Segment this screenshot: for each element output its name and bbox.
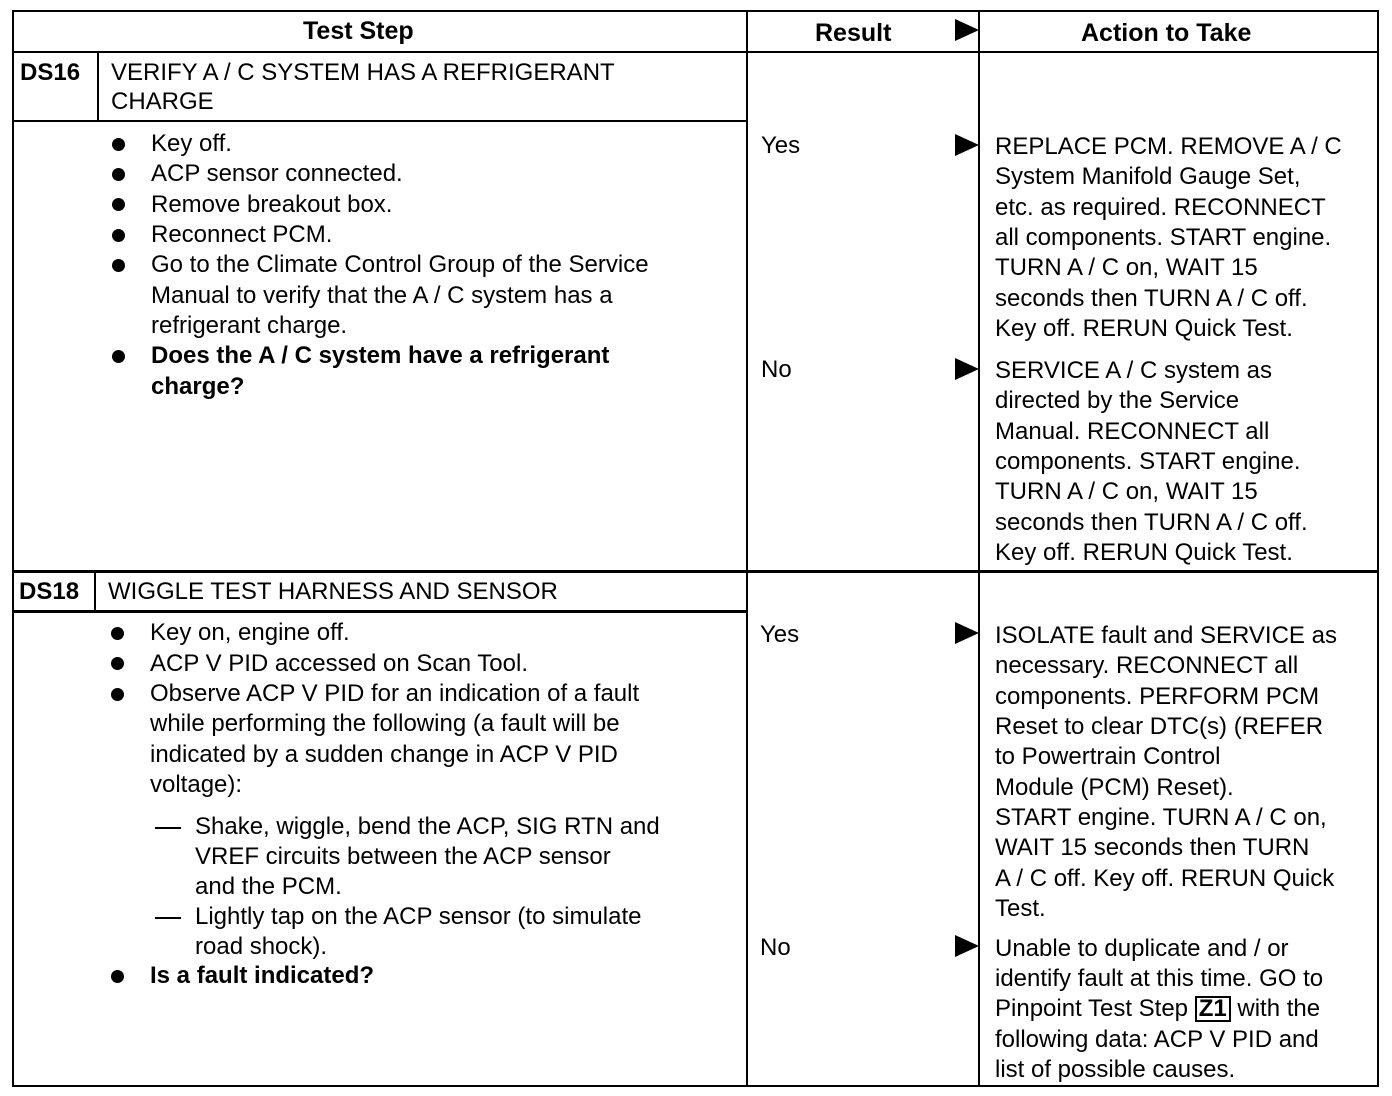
header-divider bbox=[12, 51, 1379, 53]
ds18-question: Is a fault indicated? bbox=[150, 962, 375, 989]
ds18-yes-action-line: components. PERFORM PCM bbox=[995, 683, 1320, 710]
ds16-yes-action-line: REPLACE PCM. REMOVE A / C bbox=[995, 133, 1342, 160]
ds16-step-line: refrigerant charge. bbox=[151, 312, 348, 339]
ds18-step-code: DS18 bbox=[19, 578, 80, 605]
ds16-yes-action-line: System Manifold Gauge Set, bbox=[995, 163, 1301, 190]
ds18-substep-line: Shake, wiggle, bend the ACP, SIG RTN and bbox=[195, 813, 660, 840]
bullet-icon bbox=[112, 259, 125, 272]
ds18-no-action-line: list of possible causes. bbox=[995, 1056, 1236, 1083]
ds16-step-line: Reconnect PCM. bbox=[151, 221, 333, 248]
bullet-icon bbox=[112, 168, 125, 181]
bullet-icon bbox=[112, 198, 125, 211]
table-left-border bbox=[12, 10, 14, 1087]
ds16-question-line: Does the A / C system have a refrigerant bbox=[151, 342, 610, 369]
ds18-step-line: indicated by a sudden change in ACP V PID bbox=[150, 741, 618, 768]
ds18-yes-action-line: to Powertrain Control bbox=[995, 743, 1221, 770]
header-result: Result bbox=[815, 19, 892, 47]
ds16-step-line: Key off. bbox=[151, 130, 232, 157]
header-test-step: Test Step bbox=[303, 17, 414, 45]
ds16-title-underline bbox=[12, 120, 748, 122]
ds16-yes-action-line: TURN A / C on, WAIT 15 bbox=[995, 254, 1258, 281]
ds18-no-action-pinpoint-line bbox=[995, 994, 1320, 1024]
ds16-yes-action-line: Key off. RERUN Quick Test. bbox=[995, 315, 1293, 342]
ds18-result-no: No bbox=[760, 934, 791, 961]
ds18-yes-action-line: A / C off. Key off. RERUN Quick bbox=[995, 865, 1335, 892]
ds16-no-action-line: Key off. RERUN Quick Test. bbox=[995, 539, 1293, 566]
ds16-step-line: Remove breakout box. bbox=[151, 191, 393, 218]
bullet-icon bbox=[112, 229, 125, 242]
header-arrow-icon bbox=[955, 19, 979, 41]
table-right-border bbox=[1377, 10, 1379, 1087]
ds16-step-code: DS16 bbox=[20, 59, 81, 86]
ds16-no-action-line: SERVICE A / C system as bbox=[995, 357, 1272, 384]
ds18-no-action-line: identify fault at this time. GO to bbox=[995, 965, 1324, 992]
ds18-no-action-line: following data: ACP V PID and bbox=[995, 1026, 1319, 1053]
ds18-yes-action-line: WAIT 15 seconds then TURN bbox=[995, 834, 1310, 861]
ds16-no-action-line: TURN A / C on, WAIT 15 bbox=[995, 478, 1258, 505]
ds18-step-line: voltage): bbox=[150, 771, 243, 798]
ds16-question-line: charge? bbox=[151, 373, 245, 400]
ds16-result-no: No bbox=[761, 356, 792, 383]
column-divider-result bbox=[746, 10, 748, 1087]
table-top-border bbox=[12, 10, 1379, 12]
pinpoint-step-ref[interactable]: Z1 bbox=[1195, 996, 1231, 1022]
ds16-title-line-1: VERIFY A / C SYSTEM HAS A REFRIGERANT bbox=[111, 59, 615, 86]
ds18-no-action-pinpoint-text: Pinpoint Test Step bbox=[995, 995, 1189, 1022]
ds16-yes-action-line: all components. START engine. bbox=[995, 224, 1332, 251]
ds18-substep-line: road shock). bbox=[195, 933, 328, 960]
ds18-no-action-line: Unable to duplicate and / or bbox=[995, 935, 1289, 962]
ds18-no-action-pinpoint-tail: with the bbox=[1237, 995, 1321, 1022]
ds18-substep-line: and the PCM. bbox=[195, 873, 342, 900]
row-divider bbox=[12, 570, 1379, 573]
ds16-no-action-line: seconds then TURN A / C off. bbox=[995, 509, 1308, 536]
bullet-icon bbox=[111, 657, 124, 670]
ds18-step-line: Key on, engine off. bbox=[150, 619, 350, 646]
ds18-yes-action-line: Module (PCM) Reset). bbox=[995, 774, 1234, 801]
ds18-step-line: Observe ACP V PID for an indication of a fault bbox=[150, 680, 640, 707]
column-divider-action bbox=[978, 10, 980, 1087]
ds16-step-line: Manual to verify that the A / C system has a bbox=[151, 282, 613, 309]
ds18-title-underline bbox=[12, 610, 748, 613]
ds18-yes-action-line: Reset to clear DTC(s) (REFER bbox=[995, 713, 1324, 740]
ds16-no-action-line: components. START engine. bbox=[995, 448, 1301, 475]
ds18-substep-line: VREF circuits between the ACP sensor bbox=[195, 843, 611, 870]
ds16-no-action-line: directed by the Service bbox=[995, 387, 1240, 414]
ds18-yes-action-line: ISOLATE fault and SERVICE as bbox=[995, 622, 1337, 649]
ds18-yes-arrow-icon bbox=[955, 622, 979, 644]
table-bottom-border bbox=[12, 1085, 1379, 1087]
ds16-title-line-2: CHARGE bbox=[111, 88, 214, 115]
ds18-yes-action-line: START engine. TURN A / C on, bbox=[995, 804, 1327, 831]
ds18-code-divider bbox=[94, 573, 96, 611]
ds16-code-divider bbox=[97, 53, 99, 121]
dash-icon bbox=[155, 827, 181, 829]
bullet-icon bbox=[112, 138, 125, 151]
ds16-yes-action-line: seconds then TURN A / C off. bbox=[995, 285, 1308, 312]
ds18-title: WIGGLE TEST HARNESS AND SENSOR bbox=[108, 578, 558, 605]
ds18-substep-line: Lightly tap on the ACP sensor (to simulate bbox=[195, 903, 642, 930]
bullet-icon bbox=[111, 688, 124, 701]
ds16-no-action-line: Manual. RECONNECT all bbox=[995, 418, 1270, 445]
ds18-yes-action-line: Test. bbox=[995, 895, 1046, 922]
ds16-no-arrow-icon bbox=[955, 358, 979, 380]
bullet-icon bbox=[111, 627, 124, 640]
bullet-icon bbox=[111, 970, 124, 983]
ds18-step-line: ACP V PID accessed on Scan Tool. bbox=[150, 650, 528, 677]
ds16-result-yes: Yes bbox=[761, 132, 801, 159]
ds16-yes-arrow-icon bbox=[955, 134, 979, 156]
ds18-yes-action-line: necessary. RECONNECT all bbox=[995, 652, 1299, 679]
dash-icon bbox=[155, 917, 181, 919]
ds16-step-line: Go to the Climate Control Group of the Service bbox=[151, 251, 649, 278]
ds18-no-arrow-icon bbox=[955, 935, 979, 957]
ds18-result-yes: Yes bbox=[760, 621, 800, 648]
bullet-icon bbox=[112, 350, 125, 363]
header-action-to-take: Action to Take bbox=[1081, 19, 1252, 47]
ds16-yes-action-line: etc. as required. RECONNECT bbox=[995, 194, 1326, 221]
ds18-step-line: while performing the following (a fault will be bbox=[150, 710, 620, 737]
ds16-step-line: ACP sensor connected. bbox=[151, 160, 403, 187]
